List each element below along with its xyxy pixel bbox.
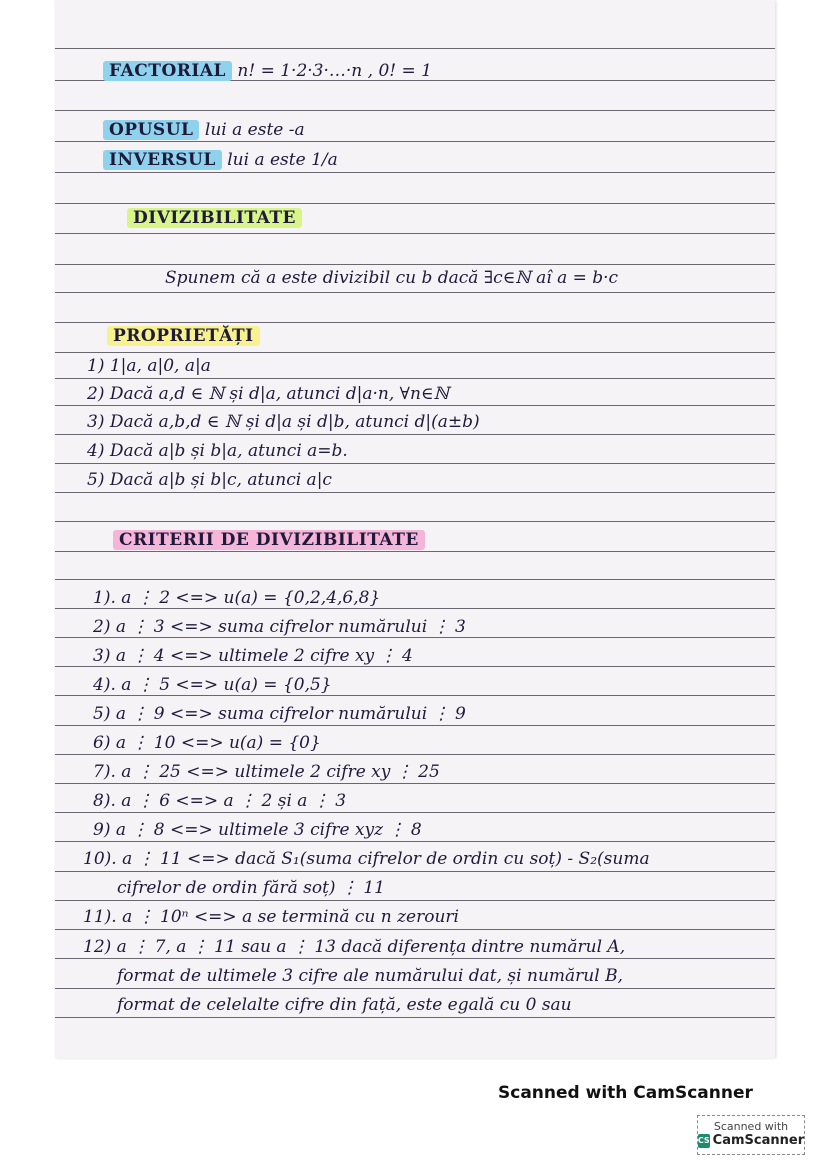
ruled-line [55,352,775,353]
inversul-label: INVERSUL [103,150,222,170]
ruled-line [55,754,775,755]
ruled-line [55,666,775,667]
ruled-line [55,1017,775,1018]
criterion-item: 9) a ⋮ 8 <=> ultimele 3 cifre xyz ⋮ 8 [93,820,422,840]
divizibilitate-title: DIVIZIBILITATE [127,208,302,228]
ruled-line [55,378,775,379]
inversul-line [103,150,775,170]
ruled-line [55,871,775,872]
watermark-brand: CamScanner [712,1133,805,1148]
criterion-item: 7). a ⋮ 25 <=> ultimele 2 cifre xy ⋮ 25 [93,762,440,782]
property-item: 2) Dacă a,d ∈ ℕ și d|a, atunci d|a·n, ∀n∈ℕ [87,384,450,404]
opusul-line [103,120,775,140]
proprietati-heading [107,326,775,346]
property-item: 4) Dacă a|b și b|a, atunci a=b. [87,441,348,461]
ruled-line [55,322,775,323]
ruled-line [55,48,775,49]
ruled-line [55,492,775,493]
property-item: 3) Dacă a,b,d ∈ ℕ și d|a și d|b, atunci d|(a±b) [87,412,480,432]
criterion-item: 11). a ⋮ 10ⁿ <=> a se termină cu n zerouri [83,907,459,927]
ruled-line [55,900,775,901]
definition-line: Spunem că a este divizibil cu b dacă ∃c∈ℕ aî a = b·c [165,268,619,288]
divizibilitate-heading [127,208,775,228]
criterion-item: 5) a ⋮ 9 <=> suma cifrelor numărului ⋮ 9 [93,704,466,724]
ruled-line [55,695,775,696]
criterion-item: 6) a ⋮ 10 <=> u(a) = {0} [93,733,321,753]
ruled-line [55,141,775,142]
criterion-item: 10). a ⋮ 11 <=> dacă S₁(suma cifrelor de ordin cu soț) - S₂(suma [83,849,650,869]
ruled-line [55,958,775,959]
ruled-line [55,172,775,173]
factorial-label: FACTORIAL [103,61,232,81]
criterion-item: 8). a ⋮ 6 <=> a ⋮ 2 și a ⋮ 3 [93,791,347,811]
ruled-line [55,463,775,464]
scanned-with-text: Scanned with CamScanner [498,1083,753,1103]
opusul-text: lui a este -a [204,120,305,140]
ruled-line [55,203,775,204]
ruled-line [55,264,775,265]
ruled-line [55,110,775,111]
ruled-line [55,405,775,406]
ruled-line [55,521,775,522]
ruled-line [55,812,775,813]
ruled-line [55,233,775,234]
camscanner-logo-icon: CS [698,1134,710,1148]
criterion-item: 4). a ⋮ 5 <=> u(a) = {0,5} [93,675,332,695]
criterion-item: 3) a ⋮ 4 <=> ultimele 2 cifre xy ⋮ 4 [93,646,413,666]
property-item: 1) 1|a, a|0, a|a [87,356,211,376]
criterion-item-continued: cifrelor de ordin fără soț) ⋮ 11 [117,878,385,898]
criterion-item: 2) a ⋮ 3 <=> suma cifrelor numărului ⋮ 3 [93,617,466,637]
ruled-line [55,579,775,580]
ruled-line [55,725,775,726]
criterii-title: CRITERII DE DIVIZIBILITATE [113,530,425,550]
criterion-item-continued: format de celelalte cifre din față, este egală cu 0 sau [117,995,572,1015]
watermark-bottom [698,1133,804,1148]
criterion-item: 12) a ⋮ 7, a ⋮ 11 sau a ⋮ 13 dacă diferența dintre numărul A, [83,937,626,957]
ruled-line [55,841,775,842]
criterii-heading [113,530,775,550]
proprietati-title: PROPRIETĂȚI [107,326,260,346]
ruled-line [55,434,775,435]
ruled-line [55,292,775,293]
opusul-label: OPUSUL [103,120,199,140]
criterion-item-continued: format de ultimele 3 cifre ale numărului dat, și numărul B, [117,966,623,986]
ruled-line [55,551,775,552]
ruled-line [55,929,775,930]
ruled-line [55,988,775,989]
factorial-line [103,61,775,81]
ruled-line [55,608,775,609]
criterion-item: 1). a ⋮ 2 <=> u(a) = {0,2,4,6,8} [93,588,381,608]
camscanner-watermark [697,1115,805,1155]
inversul-text: lui a este 1/a [227,150,338,170]
property-item: 5) Dacă a|b și b|c, atunci a|c [87,470,332,490]
ruled-line [55,637,775,638]
notebook-page [55,0,775,1058]
ruled-line [55,783,775,784]
watermark-top-text: Scanned with [713,1120,789,1133]
factorial-formula: n! = 1·2·3·…·n , 0! = 1 [237,61,432,81]
